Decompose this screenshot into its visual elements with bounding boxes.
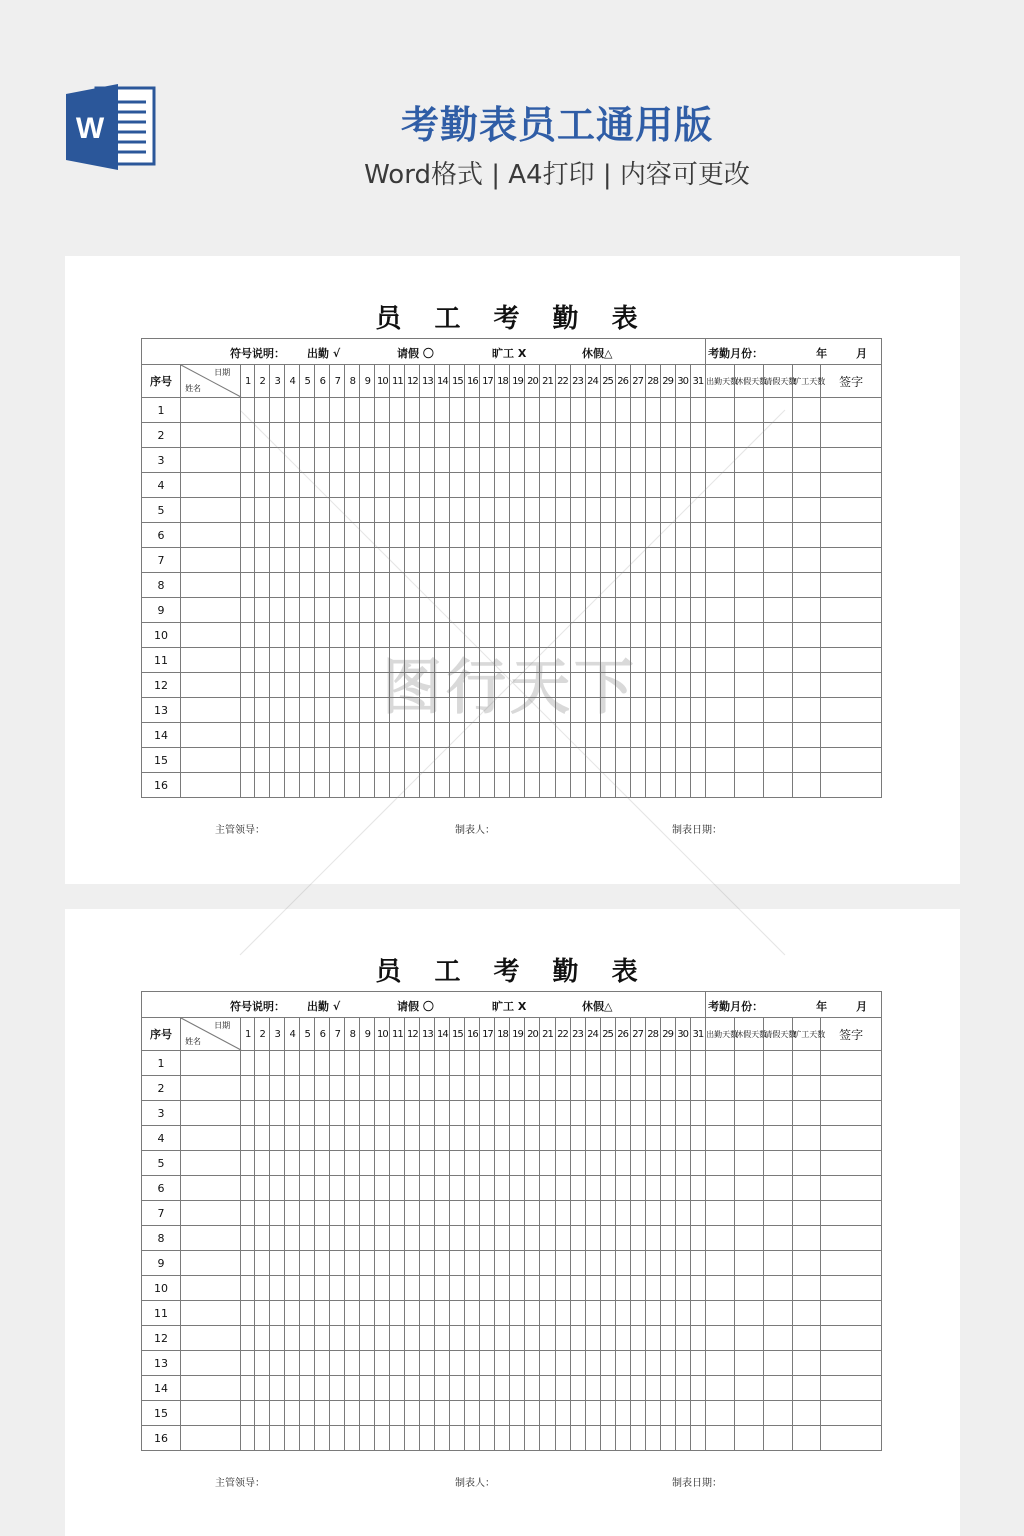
footer-supervisor: 主管领导： — [215, 825, 265, 836]
legend-label: 符号说明： — [230, 1000, 285, 1013]
row-number: 4 — [142, 473, 181, 498]
day-header: 19 — [510, 1018, 525, 1051]
day-header: 26 — [615, 1018, 630, 1051]
day-header: 16 — [465, 1018, 480, 1051]
banner-subtitle: Word格式 | A4打印 | 内容可更改 — [364, 160, 750, 190]
row-number: 1 — [142, 398, 181, 423]
day-header: 31 — [690, 365, 706, 398]
date-header-label: 日期 — [214, 1021, 231, 1030]
day-header: 6 — [315, 1018, 330, 1051]
day-header: 5 — [300, 365, 315, 398]
day-header: 5 — [300, 1018, 315, 1051]
date-header-label: 日期 — [214, 368, 231, 377]
row-number: 12 — [142, 1326, 181, 1351]
row-number: 8 — [142, 1226, 181, 1251]
year-label: 年 — [816, 1000, 828, 1013]
footer-supervisor: 主管领导： — [215, 1478, 265, 1489]
day-header: 31 — [690, 1018, 706, 1051]
day-header: 15 — [450, 1018, 465, 1051]
footer-date: 制表日期： — [672, 1478, 722, 1489]
summary-header: 请假天数 — [764, 365, 793, 398]
row-number: 10 — [142, 1276, 181, 1301]
summary-header: 旷工天数 — [793, 365, 821, 398]
day-header: 13 — [420, 365, 435, 398]
legend-absent: 旷工 X — [492, 1000, 527, 1013]
day-header: 22 — [555, 365, 570, 398]
day-header: 26 — [615, 365, 630, 398]
day-header: 17 — [480, 365, 495, 398]
footer-preparer: 制表人： — [455, 1478, 495, 1489]
summary-header: 请假天数 — [764, 1018, 793, 1051]
sheet-title: 员 工 考 勤 表 — [375, 304, 650, 334]
day-header: 27 — [630, 1018, 645, 1051]
row-number: 3 — [142, 1101, 181, 1126]
month-label: 考勤月份： — [708, 347, 764, 360]
day-header: 12 — [405, 1018, 420, 1051]
day-header: 17 — [480, 1018, 495, 1051]
day-header: 12 — [405, 365, 420, 398]
sign-header: 签字 — [821, 365, 882, 398]
day-header: 20 — [525, 365, 540, 398]
footer-preparer: 制表人： — [455, 825, 495, 836]
year-label: 年 — [816, 347, 828, 360]
row-number: 13 — [142, 698, 181, 723]
row-number: 14 — [142, 1376, 181, 1401]
month-unit-label: 月 — [856, 347, 868, 360]
day-header: 13 — [420, 1018, 435, 1051]
day-header: 11 — [390, 365, 405, 398]
day-header: 11 — [390, 1018, 405, 1051]
row-number: 12 — [142, 673, 181, 698]
day-header: 20 — [525, 1018, 540, 1051]
day-header: 18 — [495, 1018, 510, 1051]
row-number: 6 — [142, 1176, 181, 1201]
banner-title: 考勤表员工通用版 — [400, 103, 713, 147]
row-number: 4 — [142, 1126, 181, 1151]
day-header: 24 — [585, 365, 600, 398]
row-number: 7 — [142, 1201, 181, 1226]
day-header: 8 — [345, 365, 360, 398]
summary-header: 休假天数 — [735, 365, 764, 398]
day-header: 29 — [660, 1018, 675, 1051]
day-header: 10 — [375, 1018, 390, 1051]
row-number: 1 — [142, 1051, 181, 1076]
row-number: 15 — [142, 748, 181, 773]
sheet-title: 员 工 考 勤 表 — [375, 957, 650, 987]
day-header: 2 — [255, 365, 270, 398]
day-header: 23 — [570, 365, 585, 398]
day-header: 3 — [270, 1018, 285, 1051]
day-header: 30 — [675, 1018, 690, 1051]
row-number: 5 — [142, 498, 181, 523]
row-number: 5 — [142, 1151, 181, 1176]
day-header: 14 — [435, 365, 450, 398]
legend-vacation: 休假△ — [582, 347, 613, 360]
row-number: 9 — [142, 1251, 181, 1276]
legend-absent: 旷工 X — [492, 347, 527, 360]
row-number: 2 — [142, 1076, 181, 1101]
day-header: 2 — [255, 1018, 270, 1051]
day-header: 21 — [540, 1018, 555, 1051]
summary-header: 出勤天数 — [706, 365, 735, 398]
day-header: 7 — [330, 365, 345, 398]
day-header: 4 — [285, 1018, 300, 1051]
footer-date: 制表日期： — [672, 825, 722, 836]
row-number: 6 — [142, 523, 181, 548]
day-header: 25 — [600, 365, 615, 398]
day-header: 14 — [435, 1018, 450, 1051]
row-number: 9 — [142, 598, 181, 623]
name-header-label: 姓名 — [185, 384, 202, 393]
month-unit-label: 月 — [856, 1000, 868, 1013]
day-header: 7 — [330, 1018, 345, 1051]
legend-label: 符号说明： — [230, 347, 285, 360]
day-header: 16 — [465, 365, 480, 398]
day-header: 3 — [270, 365, 285, 398]
day-header: 24 — [585, 1018, 600, 1051]
row-number: 8 — [142, 573, 181, 598]
day-header: 28 — [645, 1018, 660, 1051]
legend-leave: 请假 〇 — [397, 1000, 434, 1013]
row-number: 13 — [142, 1351, 181, 1376]
day-header: 18 — [495, 365, 510, 398]
row-number: 3 — [142, 448, 181, 473]
day-header: 6 — [315, 365, 330, 398]
row-number: 2 — [142, 423, 181, 448]
row-number: 11 — [142, 648, 181, 673]
day-header: 22 — [555, 1018, 570, 1051]
day-header: 21 — [540, 365, 555, 398]
summary-header: 休假天数 — [735, 1018, 764, 1051]
row-number: 16 — [142, 1426, 181, 1451]
day-header: 1 — [241, 1018, 255, 1051]
row-number: 11 — [142, 1301, 181, 1326]
legend-present: 出勤 √ — [307, 347, 341, 360]
row-number: 10 — [142, 623, 181, 648]
month-label: 考勤月份： — [708, 1000, 764, 1013]
day-header: 8 — [345, 1018, 360, 1051]
row-number: 15 — [142, 1401, 181, 1426]
day-header: 10 — [375, 365, 390, 398]
name-header-label: 姓名 — [185, 1037, 202, 1046]
day-header: 30 — [675, 365, 690, 398]
day-header: 1 — [241, 365, 255, 398]
day-header: 9 — [360, 1018, 375, 1051]
day-header: 4 — [285, 365, 300, 398]
summary-header: 出勤天数 — [706, 1018, 735, 1051]
legend-vacation: 休假△ — [582, 1000, 613, 1013]
svg-text:W: W — [75, 112, 105, 145]
day-header: 28 — [645, 365, 660, 398]
day-header: 23 — [570, 1018, 585, 1051]
legend-leave: 请假 〇 — [397, 347, 434, 360]
legend-present: 出勤 √ — [307, 1000, 341, 1013]
day-header: 25 — [600, 1018, 615, 1051]
watermark-text: 图行天下 — [382, 653, 638, 723]
day-header: 15 — [450, 365, 465, 398]
day-header: 9 — [360, 365, 375, 398]
day-header: 27 — [630, 365, 645, 398]
row-number: 14 — [142, 723, 181, 748]
row-number: 16 — [142, 773, 181, 798]
seq-header: 序号 — [142, 1018, 181, 1051]
day-header: 29 — [660, 365, 675, 398]
seq-header: 序号 — [142, 365, 181, 398]
sign-header: 签字 — [821, 1018, 882, 1051]
summary-header: 旷工天数 — [793, 1018, 821, 1051]
row-number: 7 — [142, 548, 181, 573]
day-header: 19 — [510, 365, 525, 398]
